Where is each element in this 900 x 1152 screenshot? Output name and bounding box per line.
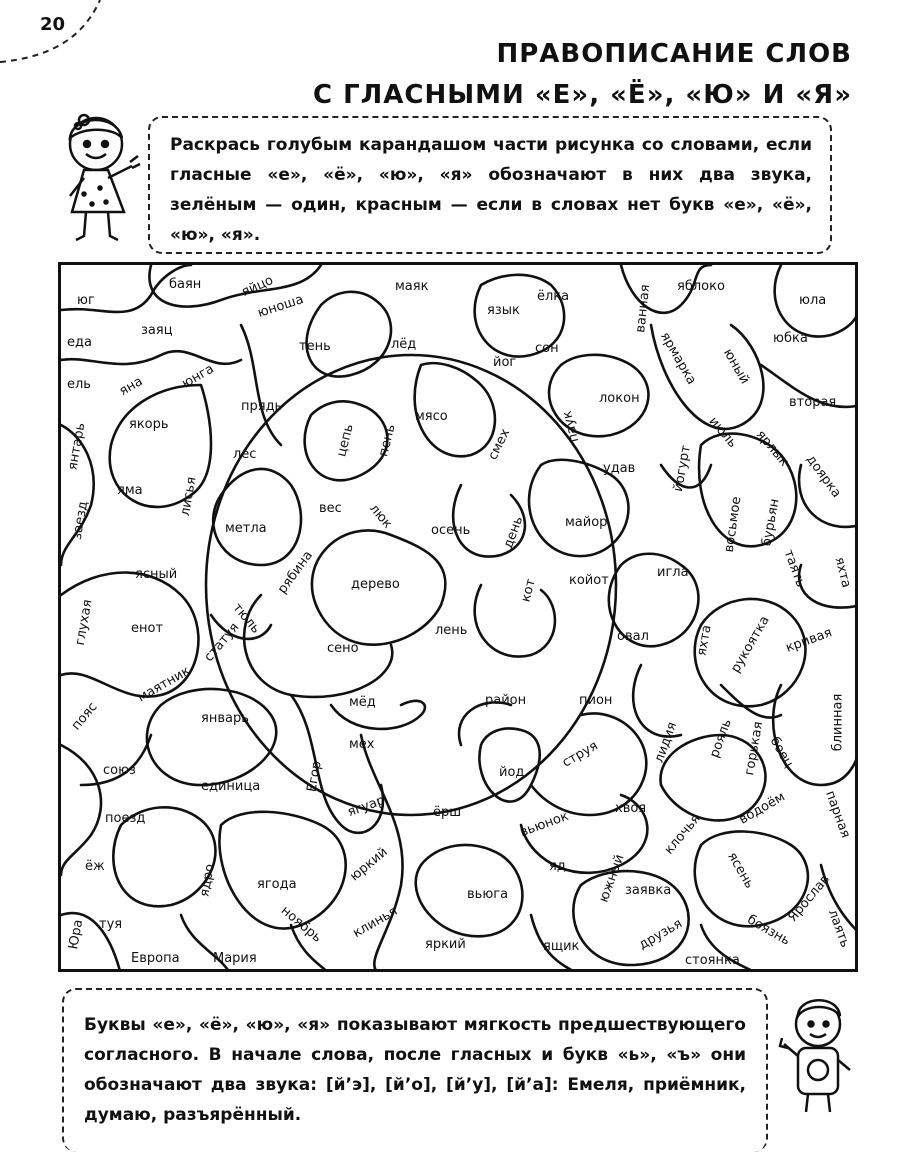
- puzzle-word: мех: [349, 737, 375, 752]
- puzzle-word: Мария: [213, 951, 257, 966]
- puzzle-word: лидия: [651, 720, 681, 765]
- puzzle-word: енот: [131, 621, 164, 636]
- puzzle-word: лёд: [391, 337, 417, 352]
- puzzle-word: южный: [596, 852, 628, 905]
- girl-illustration: [44, 104, 154, 254]
- puzzle-word: ящик: [543, 939, 580, 954]
- puzzle-word: юноша: [255, 292, 306, 321]
- puzzle-word: пояс: [68, 699, 101, 734]
- puzzle-word: янтарь: [65, 421, 89, 472]
- puzzle-word: ёрш: [433, 805, 462, 820]
- puzzle-word: яйцо: [239, 272, 276, 301]
- puzzle-word: туя: [99, 917, 123, 932]
- puzzle-word: койот: [569, 573, 609, 588]
- puzzle-word: ванная: [633, 283, 654, 334]
- rule-box: [62, 988, 768, 1152]
- puzzle-word: якорь: [129, 417, 169, 432]
- puzzle-word: смех: [485, 426, 514, 463]
- puzzle-word: ярлык: [752, 427, 792, 470]
- puzzle-word: йогурт: [670, 444, 694, 493]
- puzzle-word: заяц: [141, 323, 173, 338]
- page-title: [313, 34, 852, 116]
- puzzle-word: йог: [493, 355, 517, 370]
- puzzle-word: водоём: [736, 789, 788, 828]
- puzzle-word: яхта: [694, 623, 715, 658]
- puzzle-word: блинная: [830, 693, 846, 752]
- puzzle-word: восьмое: [721, 495, 745, 554]
- puzzle-word: еда: [67, 335, 92, 350]
- puzzle-word: ёж: [85, 859, 105, 874]
- puzzle-word: ясень: [724, 849, 757, 892]
- puzzle-word: тень: [299, 339, 331, 354]
- puzzle-word: день: [500, 514, 527, 551]
- puzzle-word: доярка: [802, 452, 844, 501]
- puzzle-word: яма: [117, 483, 143, 498]
- puzzle-word: кот: [518, 577, 539, 604]
- puzzle-word: яхта: [831, 555, 854, 590]
- puzzle-word: горькая: [742, 720, 767, 777]
- puzzle-word: ягуар: [345, 792, 387, 821]
- puzzle-word: юбка: [773, 331, 808, 346]
- puzzle-word: ёлка: [537, 289, 570, 304]
- puzzle-word: майор: [565, 515, 608, 530]
- puzzle-word: ярмарка: [656, 329, 699, 388]
- puzzle-word: юркий: [347, 844, 391, 885]
- puzzle-word: яблоко: [677, 279, 725, 294]
- puzzle-word: тюль: [229, 600, 264, 637]
- puzzle-word: боязнь: [744, 912, 793, 949]
- puzzle-word: юла: [799, 293, 827, 308]
- puzzle-word: июль: [705, 414, 740, 451]
- puzzle-word: сено: [327, 641, 359, 656]
- puzzle-word: январь: [201, 711, 249, 726]
- puzzle-word: клинья: [350, 903, 401, 942]
- puzzle-word: маятник: [135, 663, 193, 706]
- rule-text: Буквы «е», «ё», «ю», «я» показывают мягкость предшествующего согласного. В начале слова, после гласных и букв «ь», «ъ» они обозначают два звука: [й’э], [й’о], [й’у], [й’а]: Емеля, приёмник, думаю, разъярённый.: [84, 1015, 746, 1125]
- puzzle-word: маяк: [395, 279, 429, 294]
- puzzle-word: Юра: [66, 918, 87, 951]
- puzzle-word: юг: [77, 293, 95, 308]
- puzzle-word: Ярослав: [785, 872, 834, 925]
- puzzle-word: район: [485, 693, 527, 708]
- puzzle-word: струя: [559, 738, 601, 771]
- puzzle-word: рукоятка: [728, 613, 773, 676]
- puzzle-word: лень: [435, 623, 468, 638]
- puzzle-word: бурьян: [759, 497, 783, 548]
- puzzle-word: сон: [535, 341, 559, 356]
- puzzle-word: пень: [376, 422, 399, 459]
- puzzle-word: Егор: [304, 759, 325, 794]
- boy-illustration: [776, 990, 866, 1120]
- puzzle-word: игла: [657, 565, 689, 580]
- puzzle-word: статуя: [201, 620, 243, 665]
- puzzle-word: прядь: [241, 399, 283, 414]
- puzzle-word: метла: [225, 521, 267, 536]
- puzzle-word: локон: [599, 391, 640, 406]
- puzzle-word: осень: [431, 523, 471, 538]
- puzzle-word: хвоя: [615, 801, 647, 816]
- puzzle-word: клочья: [661, 811, 704, 858]
- puzzle-word: яна: [116, 373, 146, 400]
- puzzle-word: заезд: [69, 500, 92, 541]
- coloring-puzzle: [58, 262, 858, 972]
- puzzle-word: вьюнок: [517, 808, 571, 841]
- puzzle-word: дерево: [351, 577, 400, 592]
- puzzle-word: стоянка: [685, 953, 740, 968]
- puzzle-word: Европа: [131, 951, 180, 966]
- puzzle-word: люк: [366, 501, 396, 532]
- puzzle-word: боец: [766, 734, 797, 771]
- puzzle-word: союз: [103, 763, 136, 778]
- puzzle-word: рябина: [275, 548, 316, 597]
- puzzle-word: овал: [617, 629, 649, 644]
- puzzle-word: мясо: [415, 409, 448, 424]
- puzzle-word: лисья: [177, 475, 200, 518]
- puzzle-word: ягода: [257, 877, 297, 892]
- task-box: [148, 116, 832, 254]
- puzzle-word: рояль: [707, 717, 735, 760]
- puzzle-word: удав: [603, 461, 636, 476]
- puzzle-word: ноябрь: [277, 903, 325, 946]
- title-line-2: С ГЛАСНЫМИ «Е», «Ё», «Ю» И «Я»: [312, 80, 852, 110]
- puzzle-word: юный: [720, 346, 753, 387]
- puzzle-word: яркий: [425, 937, 466, 952]
- puzzle-word: вторая: [789, 395, 837, 410]
- puzzle-word: кривая: [783, 625, 835, 656]
- page-number: 20: [40, 14, 66, 35]
- puzzle-word: йод: [499, 765, 525, 780]
- puzzle-word: ясный: [135, 567, 178, 582]
- puzzle-word: паук: [559, 409, 583, 444]
- puzzle-word: единица: [201, 779, 261, 794]
- puzzle-word: пион: [579, 693, 613, 708]
- puzzle-word: парная: [822, 788, 853, 841]
- puzzle-word: вес: [319, 501, 342, 516]
- puzzle-word: баян: [169, 277, 202, 292]
- puzzle-word: глухая: [72, 598, 96, 647]
- puzzle-word: яд: [549, 859, 566, 874]
- puzzle-word: друзья: [636, 916, 685, 953]
- puzzle-word: поезд: [105, 811, 146, 826]
- puzzle-word: таять: [780, 547, 808, 590]
- puzzle-word: цепь: [334, 422, 357, 459]
- task-text: Раскрась голубым карандашом части рисунка со словами, если гласные «е», «ё», «ю», «я» обозначают в них два звука, зелёным — один, красным — если в словах нет букв «е», «ё», «ю», «я».: [170, 135, 812, 245]
- puzzle-word: лаять: [824, 907, 853, 950]
- puzzle-word: вьюга: [467, 887, 509, 902]
- puzzle-word: мёд: [349, 695, 376, 710]
- title-line-1: ПРАВОПИСАНИЕ СЛОВ: [496, 39, 852, 69]
- puzzle-word: ель: [67, 377, 91, 392]
- corner-dashed-curve: [0, 0, 110, 70]
- puzzle-word: лес: [233, 447, 257, 462]
- puzzle-word: юнга: [179, 361, 217, 392]
- puzzle-word: язык: [487, 303, 520, 318]
- puzzle-word: ядро: [197, 862, 218, 899]
- puzzle-word: заявка: [625, 883, 672, 898]
